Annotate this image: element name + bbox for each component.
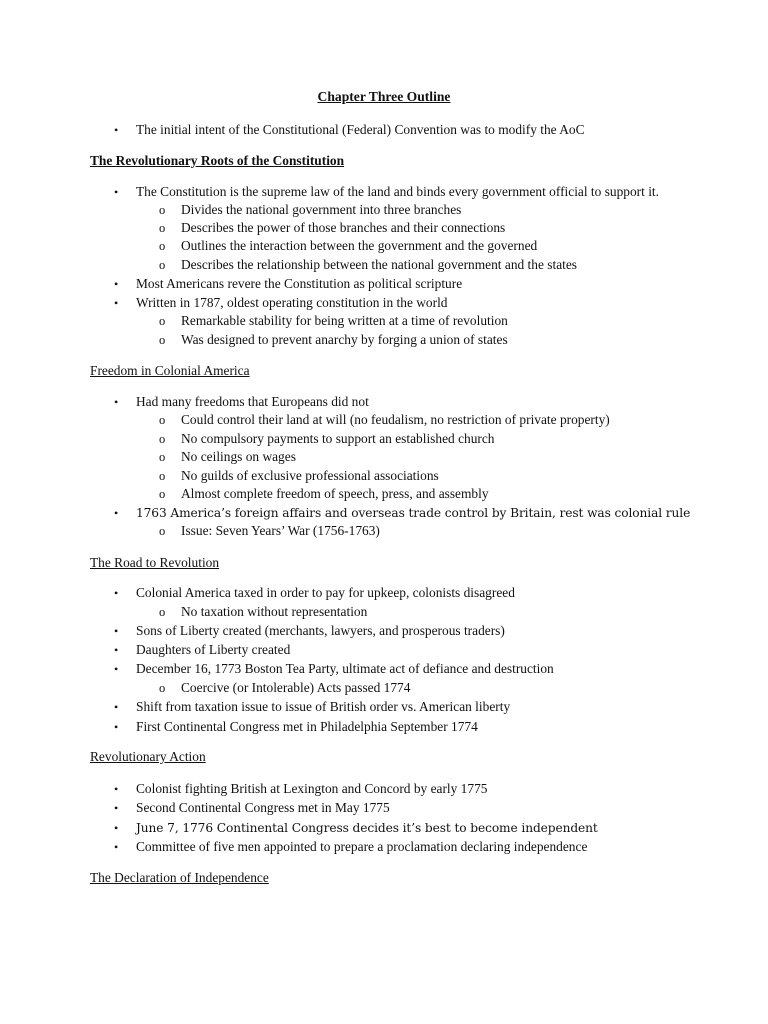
list-item-text: The Constitution is the supreme law of the land and binds every government official to support it.	[136, 184, 659, 199]
bullet-icon: •	[114, 586, 119, 600]
circle-bullet-icon: o	[159, 432, 166, 446]
list-item-text: Issue: Seven Years’ War (1756-1763)	[181, 523, 380, 538]
list-item-text: First Continental Congress met in Philadelphia September 1774	[136, 719, 478, 734]
circle-bullet-icon: o	[159, 333, 166, 347]
list-item-text: Written in 1787, oldest operating constitution in the world	[136, 295, 448, 310]
list-item-text: Outlines the interaction between the government and the governed	[181, 238, 538, 253]
bullet-icon: •	[114, 624, 119, 638]
circle-bullet-icon: o	[159, 221, 166, 235]
list-item-text: Divides the national government into three branches	[181, 202, 462, 217]
circle-bullet-icon: o	[159, 239, 166, 253]
list-item-text: December 16, 1773 Boston Tea Party, ultimate act of defiance and destruction	[136, 661, 554, 676]
bullet-icon: •	[114, 506, 119, 520]
bullet-icon: •	[114, 840, 119, 854]
list-item-text: No ceilings on wages	[181, 449, 296, 464]
list-item-text: Sons of Liberty created (merchants, lawyers, and prosperous traders)	[136, 623, 505, 638]
list-item-text: 1763 America’s foreign affairs and overseas trade control by Britain, rest was colonial rule	[136, 506, 691, 520]
bullet-icon: •	[114, 277, 119, 291]
bullet-icon: •	[114, 662, 119, 676]
circle-bullet-icon: o	[159, 258, 166, 272]
section-heading: The Revolutionary Roots of the Constitution	[90, 153, 345, 168]
bullet-icon: •	[114, 185, 119, 199]
list-item-text: No guilds of exclusive professional associations	[181, 468, 439, 483]
section-heading: The Road to Revolution	[90, 555, 220, 570]
list-item-text: Almost complete freedom of speech, press, and assembly	[181, 486, 489, 501]
list-item-text: Could control their land at will (no feudalism, no restriction of private property)	[181, 412, 610, 427]
circle-bullet-icon: o	[159, 605, 166, 619]
bullet-icon: •	[114, 643, 119, 657]
circle-bullet-icon: o	[159, 450, 166, 464]
circle-bullet-icon: o	[159, 413, 166, 427]
list-item-text: Describes the power of those branches and their connections	[181, 220, 506, 235]
bullet-icon: •	[114, 801, 119, 815]
bullet-icon: •	[114, 782, 119, 796]
bullet-icon: •	[114, 700, 119, 714]
list-item-text: Daughters of Liberty created	[136, 642, 291, 657]
list-item-text: The initial intent of the Constitutional (Federal) Convention was to modify the AoC	[136, 122, 585, 137]
circle-bullet-icon: o	[159, 203, 166, 217]
document-title: Chapter Three Outline	[317, 89, 451, 104]
bullet-icon: •	[114, 720, 119, 734]
list-item-text: Most Americans revere the Constitution as political scripture	[136, 276, 463, 291]
list-item-text: Describes the relationship between the national government and the states	[181, 257, 578, 272]
list-item-text: Remarkable stability for being written at a time of revolution	[181, 313, 508, 328]
list-item-text: Colonial America taxed in order to pay for upkeep, colonists disagreed	[136, 585, 515, 600]
section-heading: Revolutionary Action	[90, 749, 206, 764]
bullet-icon: •	[114, 395, 119, 409]
list-item-text: Had many freedoms that Europeans did not	[136, 394, 369, 409]
list-item-text: No taxation without representation	[181, 604, 368, 619]
bullet-icon: •	[114, 296, 119, 310]
circle-bullet-icon: o	[159, 314, 166, 328]
bullet-icon: •	[114, 123, 119, 137]
circle-bullet-icon: o	[159, 487, 166, 501]
list-item-text: Committee of five men appointed to prepare a proclamation declaring independence	[136, 839, 588, 854]
list-item-text: Coercive (or Intolerable) Acts passed 1774	[181, 680, 411, 695]
list-item-text: Was designed to prevent anarchy by forging a union of states	[181, 332, 508, 347]
bullet-icon: •	[114, 821, 119, 835]
circle-bullet-icon: o	[159, 469, 166, 483]
list-item-text: No compulsory payments to support an established church	[181, 431, 495, 446]
circle-bullet-icon: o	[159, 681, 166, 695]
section-heading: Freedom in Colonial America	[90, 363, 250, 378]
list-item-text: Shift from taxation issue to issue of British order vs. American liberty	[136, 699, 511, 714]
list-item-text: Colonist fighting British at Lexington and Concord by early 1775	[136, 781, 488, 796]
list-item-text: Second Continental Congress met in May 1775	[136, 800, 390, 815]
list-item-text: June 7, 1776 Continental Congress decides it’s best to become independent	[136, 821, 598, 835]
circle-bullet-icon: o	[159, 524, 166, 538]
section-heading: The Declaration of Independence	[90, 870, 269, 885]
